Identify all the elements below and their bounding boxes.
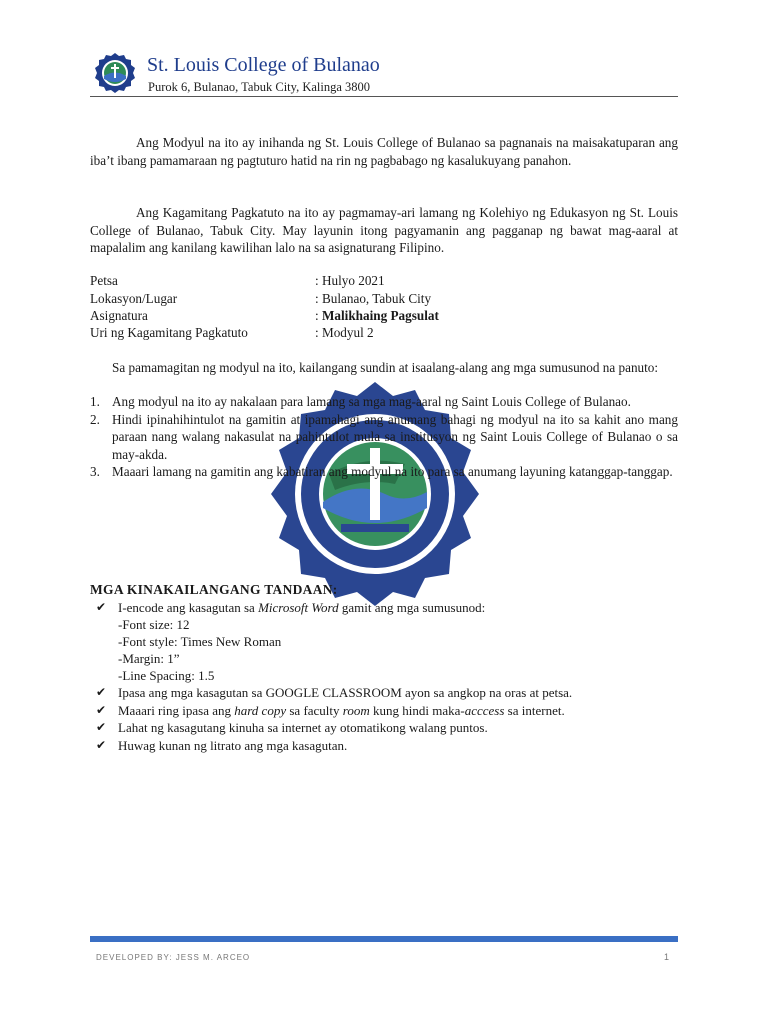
intro-paragraph-2: [90, 204, 678, 257]
footer-developer: DEVELOPED BY: JESS M. ARCEO: [96, 953, 251, 962]
reminders-list-top: [96, 599, 676, 617]
sub-item-margin: -Margin: 1”: [118, 651, 180, 666]
list-item: ✔ Ipasa ang mga kasagutan sa GOOGLE CLASSROOM ayon sa angkop na oras at petsa.: [96, 685, 573, 700]
list-item: ✔ Lahat ng kasagutang kinuha sa internet ay otomatikong walang puntos.: [96, 720, 488, 735]
info-label: Petsa: [90, 273, 118, 288]
intro-paragraph-1: [90, 134, 678, 169]
instructions-intro: [90, 359, 678, 377]
reminders-title: MGA KINAKAILANGANG TANDAAN:: [90, 582, 338, 597]
checkmark-icon: ✔: [96, 737, 107, 752]
sub-item-font-style: -Font style: Times New Roman: [118, 634, 282, 649]
checkmark-icon: ✔: [96, 702, 107, 717]
info-value: : Malikhaing Pagsulat: [315, 308, 439, 323]
info-label: Lokasyon/Lugar: [90, 291, 178, 306]
page-number: 1: [664, 952, 670, 962]
list-item: 1. Ang modyul na ito ay nakalaan para lamang sa mga mag-aaral ng Saint Louis College of Bulanao.: [90, 394, 631, 409]
list-item: 2. Hindi ipinahihintulot na gamitin at ipamahagi ang anumang bahagi ng modyul na ito sa kahit ano mang paraan nang walang nakasulat na pahintulot mula sa institusyon ng Saint Louis College of Bulanao o sa may-akda.: [90, 411, 678, 462]
reminders-list-bottom: [96, 684, 676, 754]
intro-paragraph-1-text: Ang Modyul na ito ay inihanda ng St. Louis College of Bulanao sa pagnanais na maisakatuparan ang iba’t ibang pamamaraan ng pagtuturo hatid na rin ng pagbabago ng kasalukuyang panahon.: [90, 135, 678, 168]
list-item: ✔ I-encode ang kasagutan sa Microsoft Word gamit ang mga sumusunod:: [96, 600, 486, 615]
info-value: : Modyul 2: [315, 325, 374, 340]
info-label: Uri ng Kagamitang Pagkatuto: [90, 325, 248, 340]
college-logo: [90, 52, 140, 94]
checkmark-icon: ✔: [96, 720, 107, 734]
checkmark-icon: ✔: [96, 685, 107, 699]
info-value: : Bulanao, Tabuk City: [315, 291, 432, 306]
intro-paragraph-2-text: Ang Kagamitang Pagkatuto na ito ay pagmamay-ari lamang ng Kolehiyo ng Edukasyon ng St. Louis College of Bulanao, Tabuk City. May layunin itong pagyamanin ang pagganap ng bawat mag-aaral at mapalalim ang kanilang kawilihan lalo na sa asignaturang Filipino.: [90, 205, 678, 255]
list-item: ✔ Huwag kunan ng litrato ang mga kasagutan.: [96, 737, 348, 753]
footer-bar: [90, 936, 678, 942]
sub-item-font-size: -Font size: 12: [118, 617, 190, 632]
college-name: St. Louis College of Bulanao: [147, 54, 380, 76]
instructions-intro-text: Sa pamamagitan ng modyul na ito, kailangang sundin at isaalang-alang ang mga sumusunod na panuto:: [112, 360, 659, 375]
list-item: ✔ Maaari ring ipasa ang hard copy sa faculty room kung hindi maka-acccess sa internet.: [96, 702, 565, 718]
list-item: 3. Maaari lamang na gamitin ang kabatiran ang modyul na ito para sa anumang layuning katanggap-tanggap.: [90, 464, 673, 479]
header-divider: [90, 96, 678, 97]
college-address: Purok 6, Bulanao, Tabuk City, Kalinga 3800: [148, 80, 371, 94]
instructions-list: [90, 393, 678, 481]
checkmark-icon: ✔: [96, 600, 107, 614]
info-label: Asignatura: [90, 308, 148, 323]
info-value: : Hulyo 2021: [315, 273, 385, 288]
sub-item-line-spacing: -Line Spacing: 1.5: [118, 668, 215, 683]
